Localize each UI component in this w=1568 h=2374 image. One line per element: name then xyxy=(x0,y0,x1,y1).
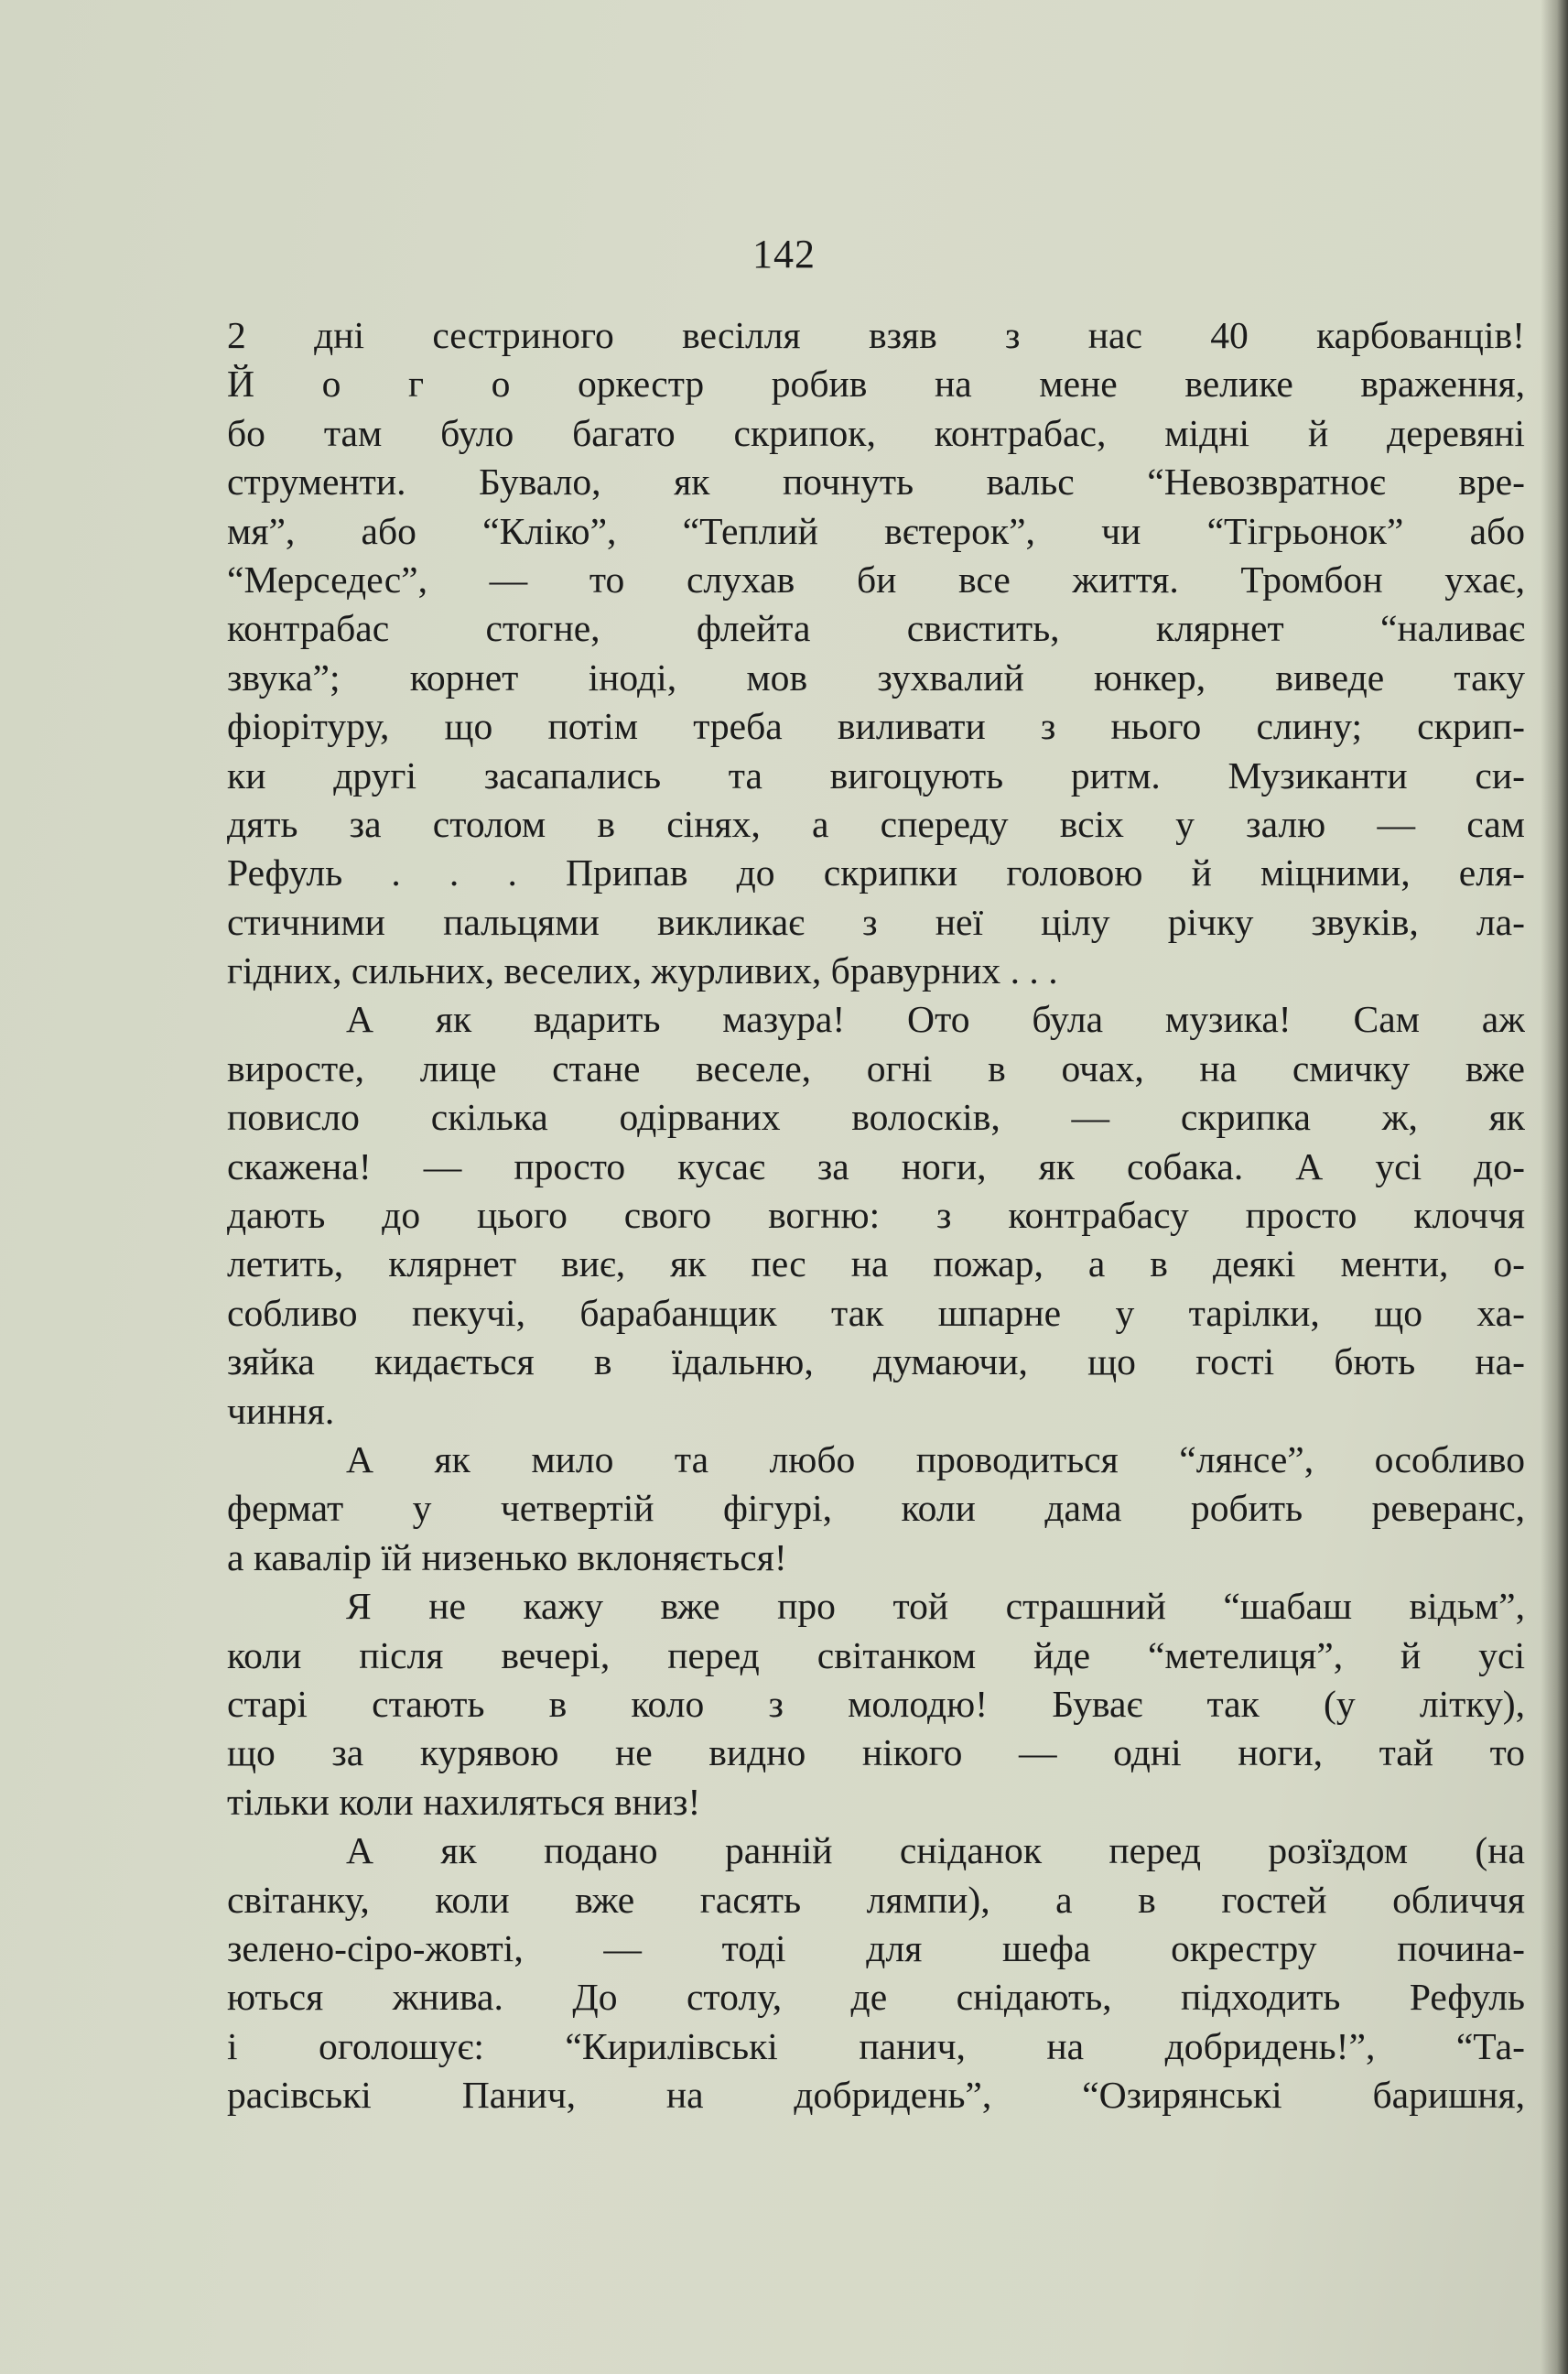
paragraph-start-line: А як подано ранній сніданок перед розїздом (на xyxy=(346,1829,1525,1872)
text-line: а кавалір їй низенько вклоняється! xyxy=(227,1535,787,1578)
text-line: що за курявою не видно нікого — одні ноги, тай то xyxy=(227,1731,1525,1774)
text-line: скажена! — просто кусає за ноги, як собака. А усі до- xyxy=(227,1144,1525,1187)
text-line: дять за столом в сінях, а спереду всіх у залю — сам xyxy=(227,802,1525,845)
text-line: фіорітуру, що потім треба виливати з нього слину; скрип- xyxy=(227,705,1525,748)
text-line: виросте, лице стане веселе, огні в очах, на смичку вже xyxy=(227,1046,1525,1089)
text-line: ки другі засапались та вигоцують ритм. Музиканти си- xyxy=(227,753,1525,797)
text-line: дають до цього свого вогню: з контрабасу просто клоччя xyxy=(227,1194,1525,1237)
text-line: бо там було багато скрипок, контрабас, мідні й деревяні xyxy=(227,411,1525,454)
text-line: Рефуль . . . Припав до скрипки головою й міцними, еля- xyxy=(227,851,1525,894)
page-number: 142 xyxy=(752,232,816,276)
binding-shadow xyxy=(1541,0,1568,2374)
text-line: зяйка кидається в їдальню, думаючи, що гості бють на- xyxy=(227,1340,1525,1383)
text-line: “Мерседес”, — то слухав би все життя. Тромбон ухає, xyxy=(227,558,1525,601)
text-line: контрабас стогне, флейта свистить, клярнет “наливає xyxy=(227,607,1525,650)
text-line: старі стають в коло з молодю! Буває так (у літку), xyxy=(227,1682,1525,1725)
paragraph-start-line: А як мило та любо проводиться “лянсе”, особливо xyxy=(346,1437,1525,1480)
text-line: расівські Панич, на добридень”, “Озирянські баришня, xyxy=(227,2074,1525,2117)
text-line: ються жнива. До столу, де снідають, підходить Рефуль xyxy=(227,1976,1525,2019)
body-text xyxy=(227,311,1525,2119)
text-line: чиння. xyxy=(227,1389,335,1432)
text-line: мя”, або “Кліко”, “Теплий вєтерок”, чи “Тігрьонок” або xyxy=(227,509,1525,552)
paragraph-start-line: Я не кажу вже про той страшний “шабаш відьм”, xyxy=(346,1585,1525,1628)
text-line: Й о г о оркестр робив на мене велике враження, xyxy=(227,363,1525,406)
text-line: 2 дні сестриного весілля взяв з нас 40 карбованців! xyxy=(227,314,1525,356)
text-line: собливо пекучі, барабанщик так шпарне у тарілки, що ха- xyxy=(227,1291,1525,1334)
text-line: струменти. Бувало, як почнуть вальс “Невозвратноє вре- xyxy=(227,461,1525,504)
text-line: і оголошує: “Кирилівські панич, на добридень!”, “Та- xyxy=(227,2024,1525,2067)
text-line: зелено-сіро-жовті, — тоді для шефа окрестру почина- xyxy=(227,1926,1525,1969)
text-line: звука”; корнет іноді, мов зухвалий юнкер, виведе таку xyxy=(227,656,1525,699)
text-line: коли після вечері, перед світанком йде “метелиця”, й усі xyxy=(227,1633,1525,1676)
text-line: фермат у четвертій фігурі, коли дама робить реверанс, xyxy=(227,1487,1525,1530)
text-line: повисло скілька одірваних волосків, — скрипка ж, як xyxy=(227,1096,1525,1139)
text-line: тільки коли нахиляться вниз! xyxy=(227,1780,701,1823)
text-line: світанку, коли вже гасять лямпи), а в гостей обличчя xyxy=(227,1878,1525,1921)
text-line: стичними пальцями викликає з неї цілу річку звуків, ла- xyxy=(227,900,1525,943)
paragraph-start-line: А як вдарить мазура! Ото була музика! Сам аж xyxy=(346,998,1525,1041)
text-line: летить, клярнет виє, як пес на пожар, а в деякі менти, о- xyxy=(227,1242,1525,1285)
text-line: гідних, сильних, веселих, журливих, бравурних . . . xyxy=(227,949,1058,992)
